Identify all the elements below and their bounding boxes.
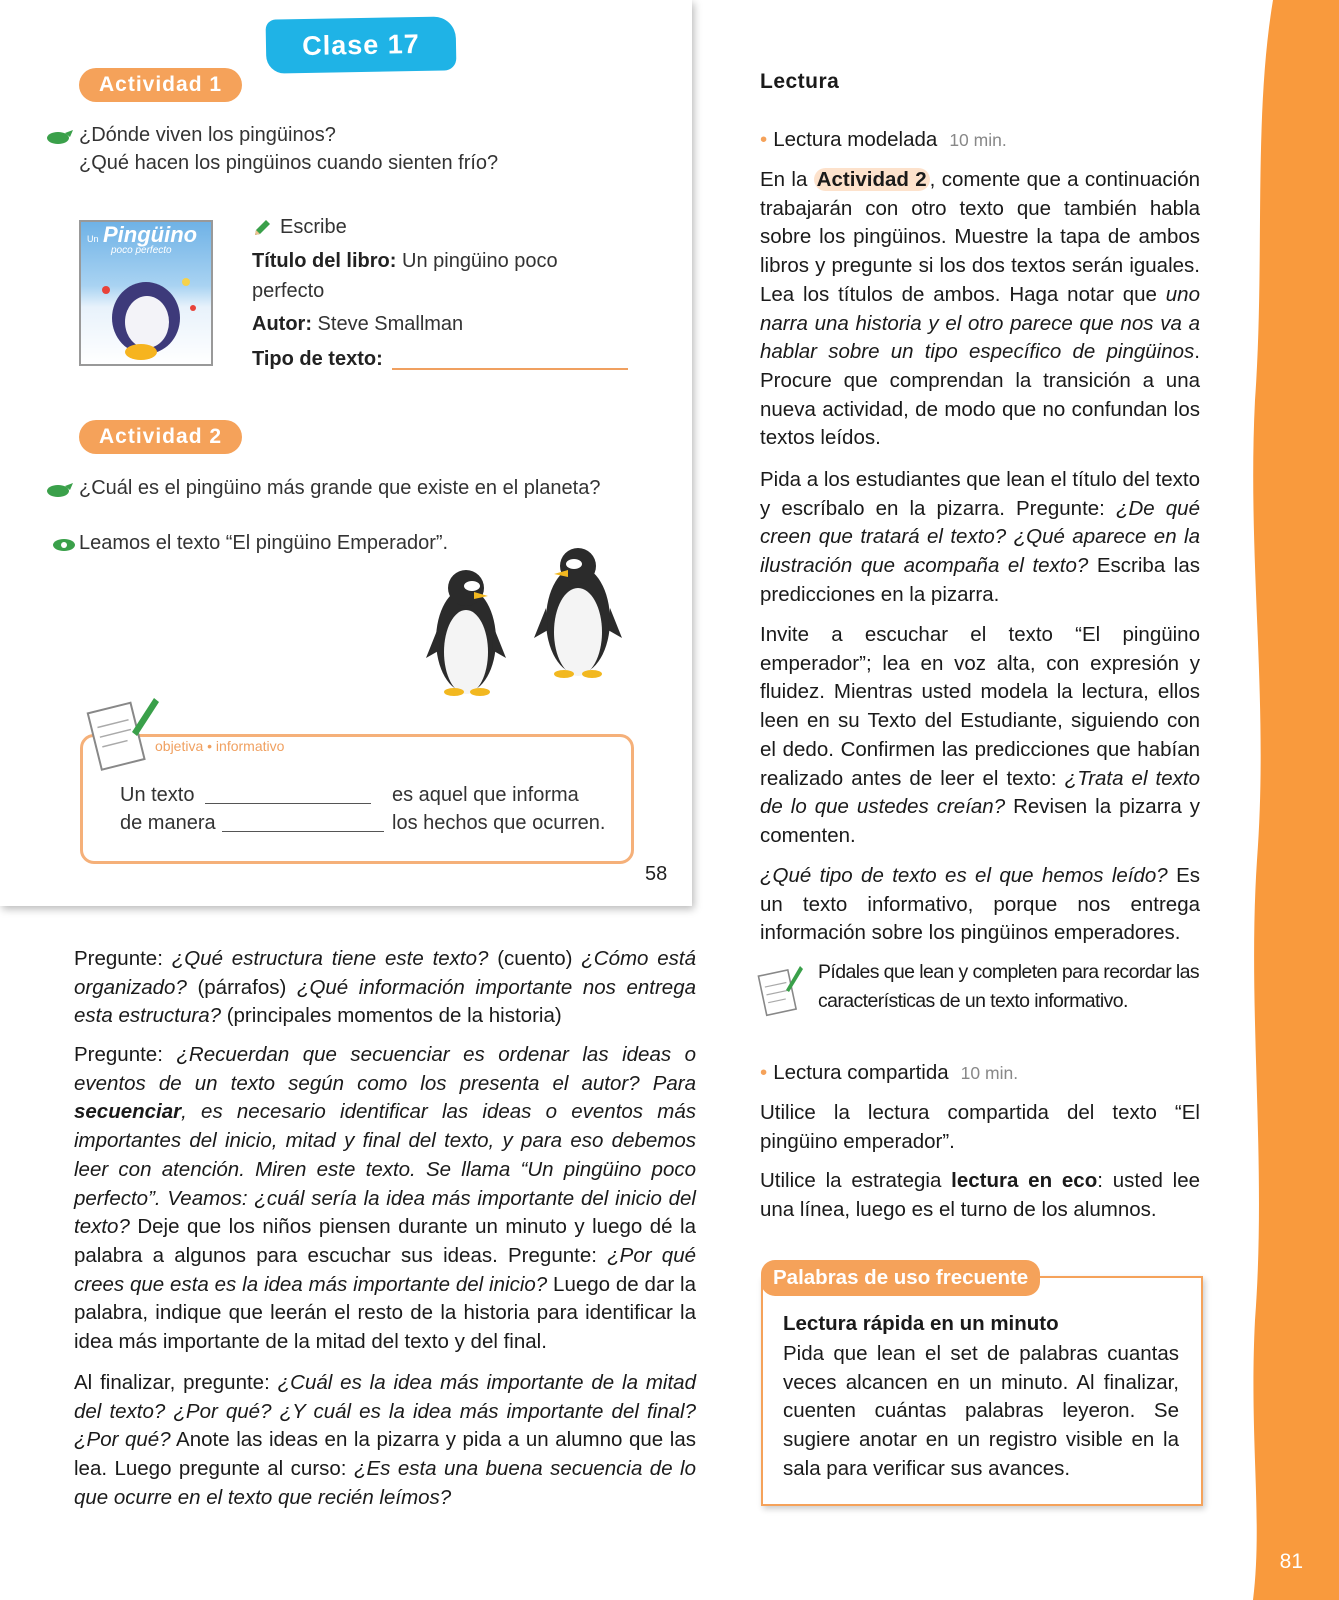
answer-blank-1	[205, 803, 371, 804]
section-title: Lectura	[760, 70, 840, 93]
fill-line-2-start: de manera	[120, 812, 216, 834]
text-type-label: Tipo de texto:	[252, 348, 383, 370]
left-paragraph-2: Pregunte: ¿Recuerdan que secuenciar es ordenar las ideas o eventos de un texto según como los presenta el autor? Para secuenciar, es necesario identificar las ideas o eventos más importantes del inicio, mitad y final del texto, y para eso debemos leer con atención. Miren este texto. Se llama “Un pingüino poco perfecto”. Veamos: ¿cuál sería la idea más importante del inicio del texto? Deje que los niños piensen durante un minuto y luego dé la palabra a algunos para escuchar sus ideas. Pregunte: ¿Por qué crees que esta es la idea más importante del inicio? Luego de dar la palabra, indique que leerán el resto de la historia para identificar la idea más importante de la mitad del texto y del final.	[74, 1043, 696, 1354]
penguin-illustration	[81, 260, 211, 364]
cover-subtitle: poco perfecto	[111, 245, 172, 256]
book-title-label: Título del libro:	[252, 250, 397, 272]
author-label: Autor:	[252, 313, 312, 335]
frequent-words-title: Lectura rápida en un minuto	[783, 1312, 1059, 1335]
penguins-illustration	[418, 548, 638, 708]
page-number: 81	[1279, 1550, 1303, 1573]
activity-1-question-1: ¿Dónde viven los pingüinos?	[79, 124, 336, 146]
pencil-icon	[252, 218, 272, 238]
right-paragraph-6: Utilice la estrategia lectura en eco: usted lee una línea, luego es el turno de los alumnos.	[760, 1169, 1201, 1221]
bullet-icon: •	[760, 1061, 768, 1084]
right-paragraph-3: Invite a escuchar el texto “El pingüino emperador”; lea en voz alta, con expresión y fluidez. Mientras usted modela la lectura, ellos leen en su Texto del Estudiante, siguiendo con el dedo. Confirmen las predicciones que habían realizado antes de leer el texto: ¿Trata el texto de lo que ustedes creían? Revisen la pizarra y comenten.	[760, 623, 1201, 847]
right-paragraph-4: ¿Qué tipo de texto es el que hemos leído? Es un texto informativo, porque nos entrega información sobre los pingüinos emperadores.	[760, 864, 1200, 945]
activity-1-label: Actividad 1	[79, 68, 242, 102]
book-title-value: Un pingüino poco	[402, 250, 558, 272]
speech-bubble-icon	[46, 129, 76, 145]
orange-side-band	[1243, 0, 1339, 1600]
notebook-icon	[756, 962, 804, 1020]
eye-icon	[52, 538, 76, 552]
word-bank: objetiva • informativo	[155, 738, 285, 754]
answer-blank-2	[222, 831, 384, 832]
right-paragraph-1: En la Actividad 2 , comente que a continuación trabajarán con otro texto que también habla sobre los pingüinos. Muestre la tapa de ambos libros y pregunte si los dos textos serán iguales. Lea los títulos de ambos. Haga notar que uno narra una historia y el otro parece que nos va a hablar sobre un tipo específico de pingüinos. Procure que comprendan la transición a una nueva actividad, de modo que no confundan los textos leídos.	[760, 168, 1200, 450]
student-book-page	[0, 0, 692, 906]
lectura-compartida-heading: • Lectura compartida 10 min.	[760, 1061, 1019, 1084]
activity-2-label: Actividad 2	[79, 420, 242, 454]
speech-bubble-icon	[46, 482, 76, 498]
class-banner: Clase 17	[266, 16, 457, 73]
right-paragraph-5: Utilice la lectura compartida del texto “El pingüino emperador”.	[760, 1101, 1200, 1153]
notebook-note: Pídales que lean y completen para recordar las características de un texto informativo.	[818, 961, 1200, 1012]
book-title-value-2: perfecto	[252, 280, 325, 302]
read-prompt: Leamos el texto “El pingüino Emperador”.	[79, 532, 449, 554]
left-paragraph-3: Al finalizar, pregunte: ¿Cuál es la idea más importante de la mitad del texto? ¿Por qué? ¿Y cuál es la idea más importante del final? ¿Por qué? Anote las ideas en la pizarra y pida a un alumno que las lea. Luego pregunte al curso: ¿Es esta una buena secuencia de lo que ocurre en el texto que recién leímos?	[74, 1371, 696, 1509]
bullet-icon: •	[760, 128, 768, 151]
left-paragraph-1: Pregunte: ¿Qué estructura tiene este texto? (cuento) ¿Cómo está organizado? (párrafos) ¿Qué información importante nos entrega esta estructura? (principales momentos de la historia)	[74, 947, 697, 1028]
notebook-icon	[82, 692, 160, 778]
text-type-answer-line	[392, 368, 628, 370]
fill-line-1-start: Un texto	[120, 784, 195, 806]
book-page-number: 58	[645, 863, 668, 885]
lectura-modelada-heading: • Lectura modelada 10 min.	[760, 128, 1007, 151]
activity-2-question: ¿Cuál es el pingüino más grande que existe en el planeta?	[79, 477, 601, 499]
book-cover-image	[79, 220, 213, 366]
cover-small: Un	[87, 234, 99, 244]
activity-1-question-2: ¿Qué hacen los pingüinos cuando sienten frío?	[79, 152, 499, 174]
write-label: Escribe	[280, 216, 347, 238]
fill-line-1-end: es aquel que informa	[392, 784, 579, 806]
frequent-words-body: Pida que lean el set de palabras cuantas veces alcancen en un minuto. Al finalizar, cuenten cuántas palabras leyeron. Se sugiere anotar en un registro visible en la sala para verificar sus avances.	[783, 1342, 1179, 1480]
cover-title: Pingüino	[103, 222, 198, 247]
right-paragraph-2: Pida a los estudiantes que lean el título del texto y escríbalo en la pizarra. Pregunte: ¿De qué creen que tratará el texto? ¿Qué aparece en la ilustración que acompaña el texto? Escriba las predicciones en la pizarra.	[760, 468, 1200, 606]
author-value: Steve Smallman	[317, 313, 464, 335]
fill-line-2-end: los hechos que ocurren.	[392, 812, 606, 834]
frequent-words-tab: Palabras de uso frecuente	[761, 1260, 1040, 1296]
